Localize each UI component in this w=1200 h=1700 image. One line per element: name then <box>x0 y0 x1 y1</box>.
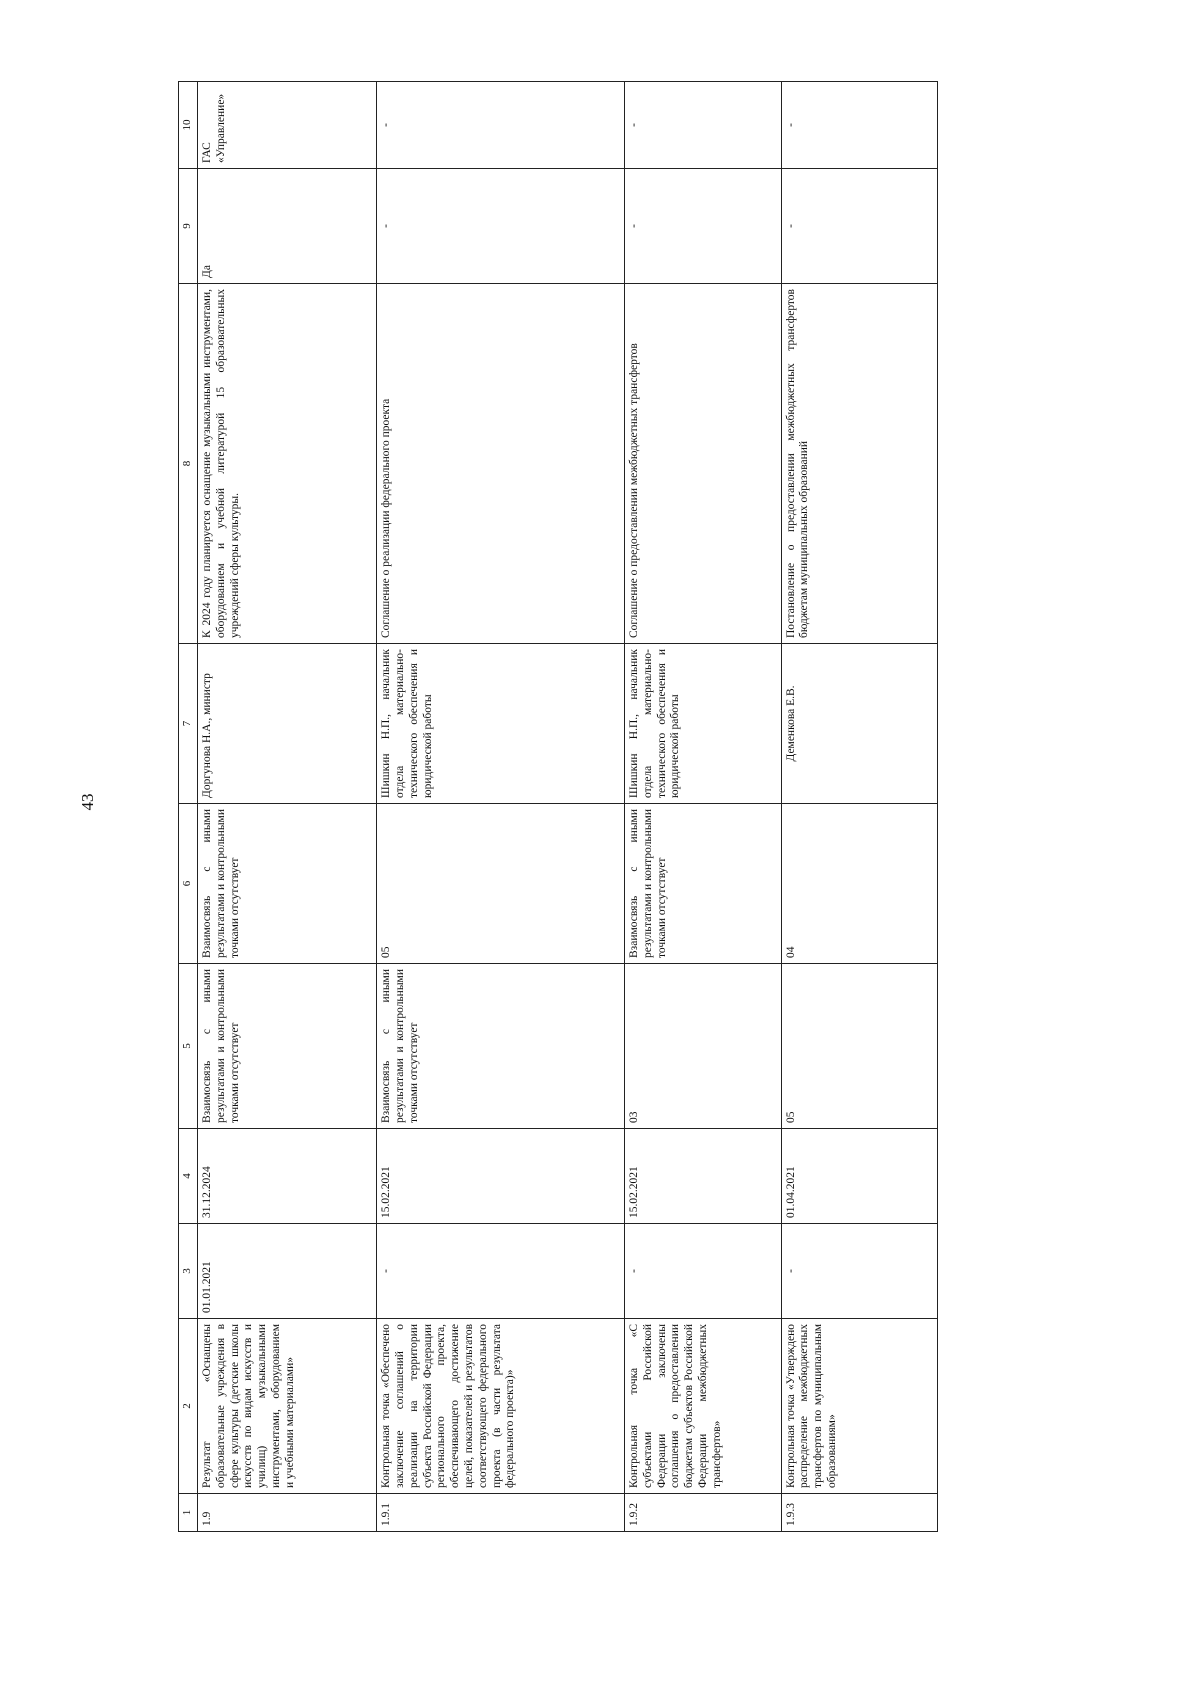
approval-flag: - <box>781 169 937 284</box>
successors: Взаимосвязь с иными результатами и контрольными точками отсутствует <box>198 804 377 964</box>
col-header-1: 1 <box>179 1494 198 1532</box>
col-header-3: 3 <box>179 1224 198 1319</box>
document-type: Соглашение о предоставлении межбюджетных трансфертов <box>625 284 781 644</box>
info-system: - <box>377 82 625 169</box>
info-system: ГАС «Управление» <box>198 82 377 169</box>
table-row <box>625 82 781 1532</box>
responsible: Шишкин Н.П., начальник отдела материально-технического обеспечения и юридической работы <box>377 644 625 804</box>
start-date: - <box>625 1224 781 1319</box>
col-header-5: 5 <box>179 964 198 1129</box>
document-type: К 2024 году планируется оснащение музыкальными инструментами, оборудованием и учебной литературой 15 образовательных учреждений сферы культуры. <box>198 284 377 644</box>
start-date: 01.01.2021 <box>198 1224 377 1319</box>
col-header-6: 6 <box>179 804 198 964</box>
col-header-2: 2 <box>179 1319 198 1494</box>
col-header-8: 8 <box>179 284 198 644</box>
end-date: 15.02.2021 <box>377 1129 625 1224</box>
row-number: 1.9.1 <box>377 1494 625 1532</box>
col-header-7: 7 <box>179 644 198 804</box>
header-row <box>179 82 198 1532</box>
result-name: Контрольная точка «Утверждено распределение межбюджетных трансфертов по муниципальным образованиям» <box>781 1319 937 1494</box>
table-row <box>198 82 377 1532</box>
document-type: Соглашение о реализации федерального проекта <box>377 284 625 644</box>
successors: Взаимосвязь с иными результатами и контрольными точками отсутствует <box>625 804 781 964</box>
row-number: 1.9.2 <box>625 1494 781 1532</box>
start-date: - <box>377 1224 625 1319</box>
result-name: Контрольная точка «Обеспечено заключение соглашений о реализации на территории субъекта Российской Федерации регионального проекта, обеспечивающего достижение целей, показателей и результатов соответствующего федерального проекта (в части результата федерального проекта)» <box>377 1319 625 1494</box>
responsible: Доргунова Н.А., министр <box>198 644 377 804</box>
end-date: 31.12.2024 <box>198 1129 377 1224</box>
predecessors: Взаимосвязь с иными результатами и контрольными точками отсутствует <box>377 964 625 1129</box>
predecessors: Взаимосвязь с иными результатами и контрольными точками отсутствует <box>198 964 377 1129</box>
table-row <box>377 82 625 1532</box>
row-number: 1.9.3 <box>781 1494 937 1532</box>
end-date: 01.04.2021 <box>781 1129 937 1224</box>
info-system: - <box>625 82 781 169</box>
row-number: 1.9 <box>198 1494 377 1532</box>
responsible: Деменкова Е.В. <box>781 644 937 804</box>
successors: 04 <box>781 804 937 964</box>
responsible: Шишкин Н.П., начальник отдела материально-технического обеспечения и юридической работы <box>625 644 781 804</box>
document-type: Постановление о предоставлении межбюджетных трансфертов бюджетам муниципальных образований <box>781 284 937 644</box>
col-header-9: 9 <box>179 169 198 284</box>
result-name: Контрольная точка «С субъектами Российской Федерации заключены соглашения о предоставлении бюджетам субъектов Российской Федерации межбюджетных трансфертов» <box>625 1319 781 1494</box>
approval-flag: - <box>625 169 781 284</box>
successors: 05 <box>377 804 625 964</box>
table-row <box>781 82 937 1532</box>
col-header-10: 10 <box>179 82 198 169</box>
rotated-table-container <box>178 82 938 1532</box>
predecessors: 05 <box>781 964 937 1129</box>
approval-flag: Да <box>198 169 377 284</box>
predecessors: 03 <box>625 964 781 1129</box>
info-system: - <box>781 82 937 169</box>
result-name: Результат «Оснащены образовательные учреждения в сфере культуры (детские школы искусств по видам искусств и училищ) музыкальными инструментами, оборудованием и учебными материалами» <box>198 1319 377 1494</box>
results-table <box>178 81 938 1532</box>
start-date: - <box>781 1224 937 1319</box>
approval-flag: - <box>377 169 625 284</box>
page-number: 43 <box>78 793 97 811</box>
col-header-4: 4 <box>179 1129 198 1224</box>
end-date: 15.02.2021 <box>625 1129 781 1224</box>
